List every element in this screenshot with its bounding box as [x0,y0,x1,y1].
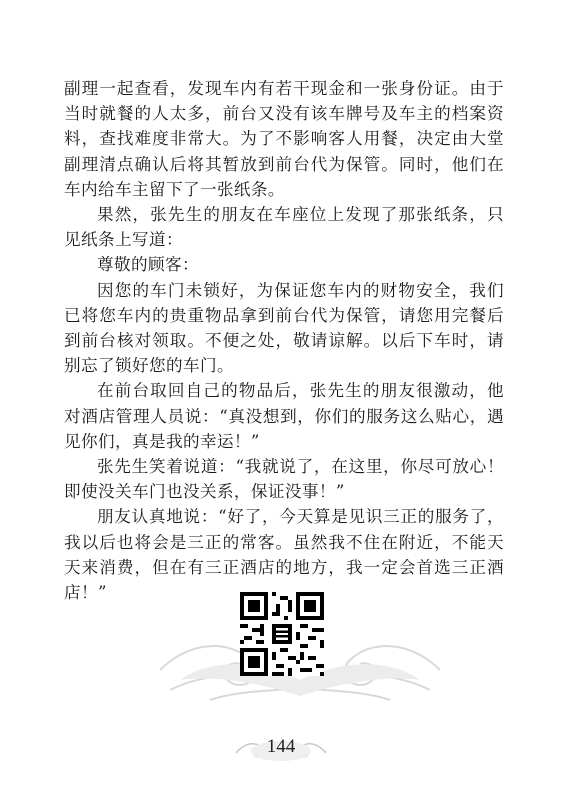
paragraph-5: 在前台取回自己的物品后，张先生的朋友很激动，他对酒店管理人员说：“真没想到，你们的服务这么贴心，遇见你们，真是我的幸运！” [64,381,504,451]
body-text [64,76,504,605]
qr-code [240,592,324,676]
paragraph-3: 尊敬的顾客： [97,255,199,275]
paragraph-1: 副理一起查看，发现车内有若干现金和一张身份证。由于当时就餐的人太多，前台又没有该车牌号及车主的档案资料，查找难度非常大。为了不影响客人用餐，决定由大堂副理清点确认后将其暂放到前台代为保管。同时，他们在车内给车主留下了一张纸条。 [64,79,504,199]
paragraph-2: 果然，张先生的朋友在车座位上发现了那张纸条，只见纸条上写道： [64,205,504,250]
paragraph-7: 朋友认真地说：“好了，今天算是见识三正的服务了，我以后也将会是三正的常客。虽然我不住在附近，不能天天来消费，但在有三正酒店的地方，我一定会首选三正酒店！” [64,507,504,603]
paragraph-6: 张先生笑着说道：“我就说了，在这里，你尽可放心！即使没关车门也没关系，保证没事！” [64,457,504,502]
paragraph-4: 因您的车门未锁好，为保证您车内的财物安全，我们已将您车内的贵重物品拿到前台代为保管，请您用完餐后到前台核对领取。不便之处，敬请谅解。以后下车时，请别忘了锁好您的车门。 [64,280,504,376]
page-number: 144 [266,736,296,757]
